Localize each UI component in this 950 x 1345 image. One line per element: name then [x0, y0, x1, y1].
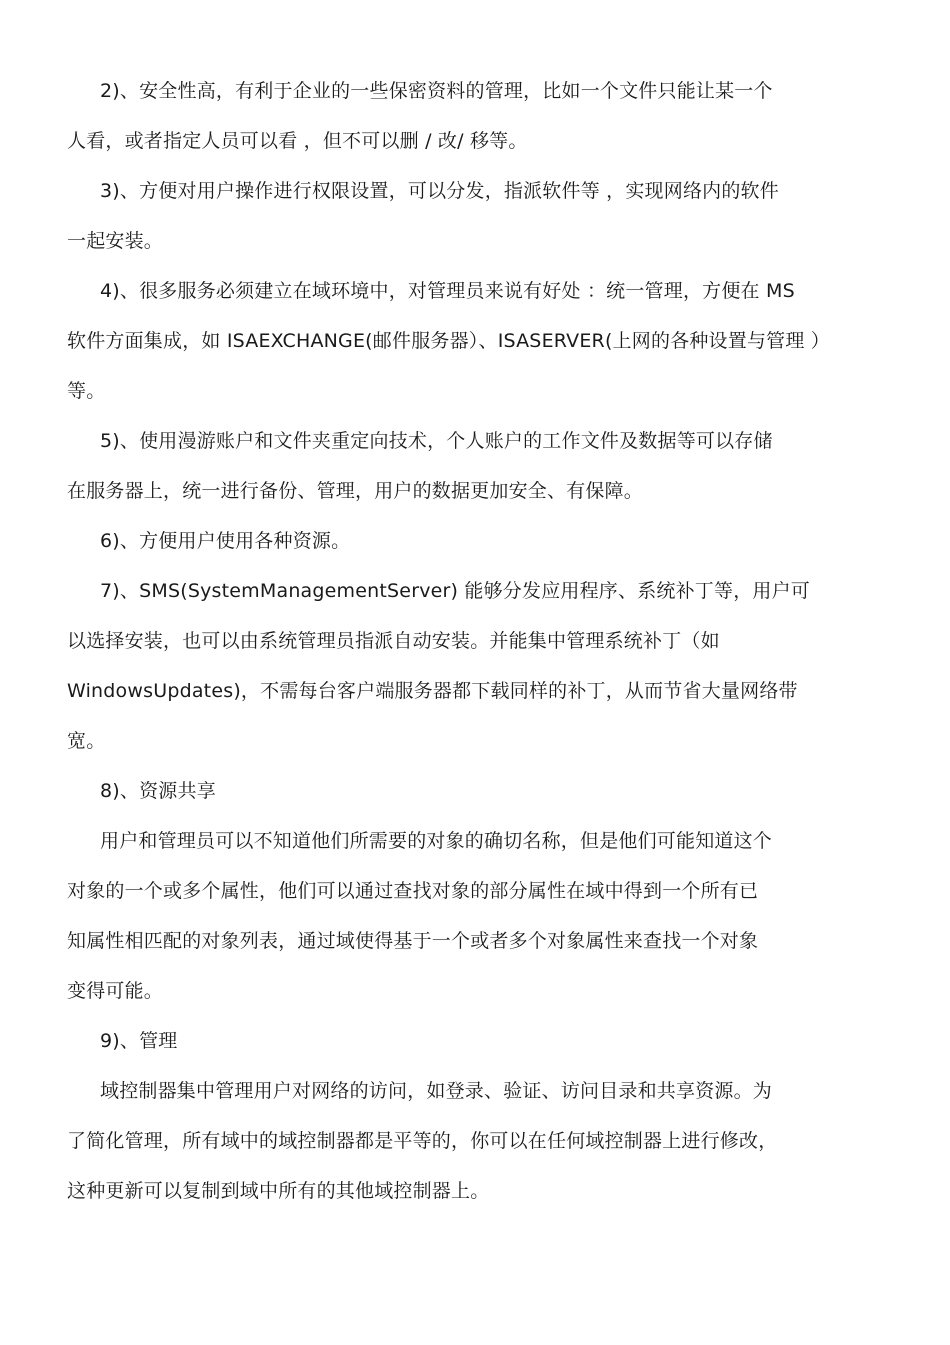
heading-8: 8)、资源共享: [100, 780, 216, 802]
paragraph-4-line-2: 软件方面集成，如 ISAEXCHANGE(邮件服务器）、ISASERVER(上网的各种设置与管理 ）: [67, 330, 830, 352]
paragraph-9-line-2: 了简化管理，所有域中的域控制器都是平等的，你可以在任何域控制器上进行修改，: [67, 1130, 778, 1152]
paragraph-7-line-2: 以选择安装，也可以由系统管理员指派自动安装。并能集中管理系统补丁（如: [67, 630, 720, 652]
paragraph-7-line-4: 宽。: [67, 730, 106, 752]
heading-9: 9)、管理: [100, 1030, 178, 1052]
paragraph-3-line-1: 3)、方便对用户操作进行权限设置，可以分发，指派软件等 ，实现网络内的软件: [100, 180, 779, 202]
paragraph-8-line-2: 对象的一个或多个属性，他们可以通过查找对象的部分属性在域中得到一个所有已: [67, 880, 759, 902]
paragraph-8-line-3: 知属性相匹配的对象列表，通过域使得基于一个或者多个对象属性来查找一个对象: [67, 930, 759, 952]
paragraph-4-line-3: 等。: [67, 380, 106, 402]
paragraph-8-line-4: 变得可能。: [67, 980, 164, 1002]
paragraph-2-line-1: 2)、安全性高，有利于企业的一些保密资料的管理，比如一个文件只能让某一个: [100, 80, 773, 102]
paragraph-7-line-1: 7)、SMS(SystemManagementServer) 能够分发应用程序、系统补丁等，用户可: [100, 580, 810, 602]
paragraph-7-line-3: WindowsUpdates)，不需每台客户端服务器都下载同样的补丁，从而节省大量网络带: [67, 680, 798, 702]
paragraph-9-line-1: 域控制器集中管理用户对网络的访问，如登录、验证、访问目录和共享资源。为: [100, 1080, 773, 1102]
paragraph-6-line-1: 6)、方便用户使用各种资源。: [100, 530, 351, 552]
paragraph-4-line-1: 4)、很多服务必须建立在域环境中，对管理员来说有好处 ：统一管理，方便在 MS: [100, 280, 795, 302]
paragraph-5-line-2: 在服务器上，统一进行备份、管理，用户的数据更加安全、有保障。: [67, 480, 644, 502]
paragraph-9-line-3: 这种更新可以复制到域中所有的其他域控制器上。: [67, 1180, 490, 1202]
paragraph-3-line-2: 一起安装。: [67, 230, 164, 252]
paragraph-2-line-2: 人看，或者指定人员可以看 ，但不可以删 / 改/ 移等。: [67, 130, 528, 152]
paragraph-5-line-1: 5)、使用漫游账户和文件夹重定向技术，个人账户的工作文件及数据等可以存储: [100, 430, 773, 452]
paragraph-8-line-1: 用户和管理员可以不知道他们所需要的对象的确切名称，但是他们可能知道这个: [100, 830, 773, 852]
